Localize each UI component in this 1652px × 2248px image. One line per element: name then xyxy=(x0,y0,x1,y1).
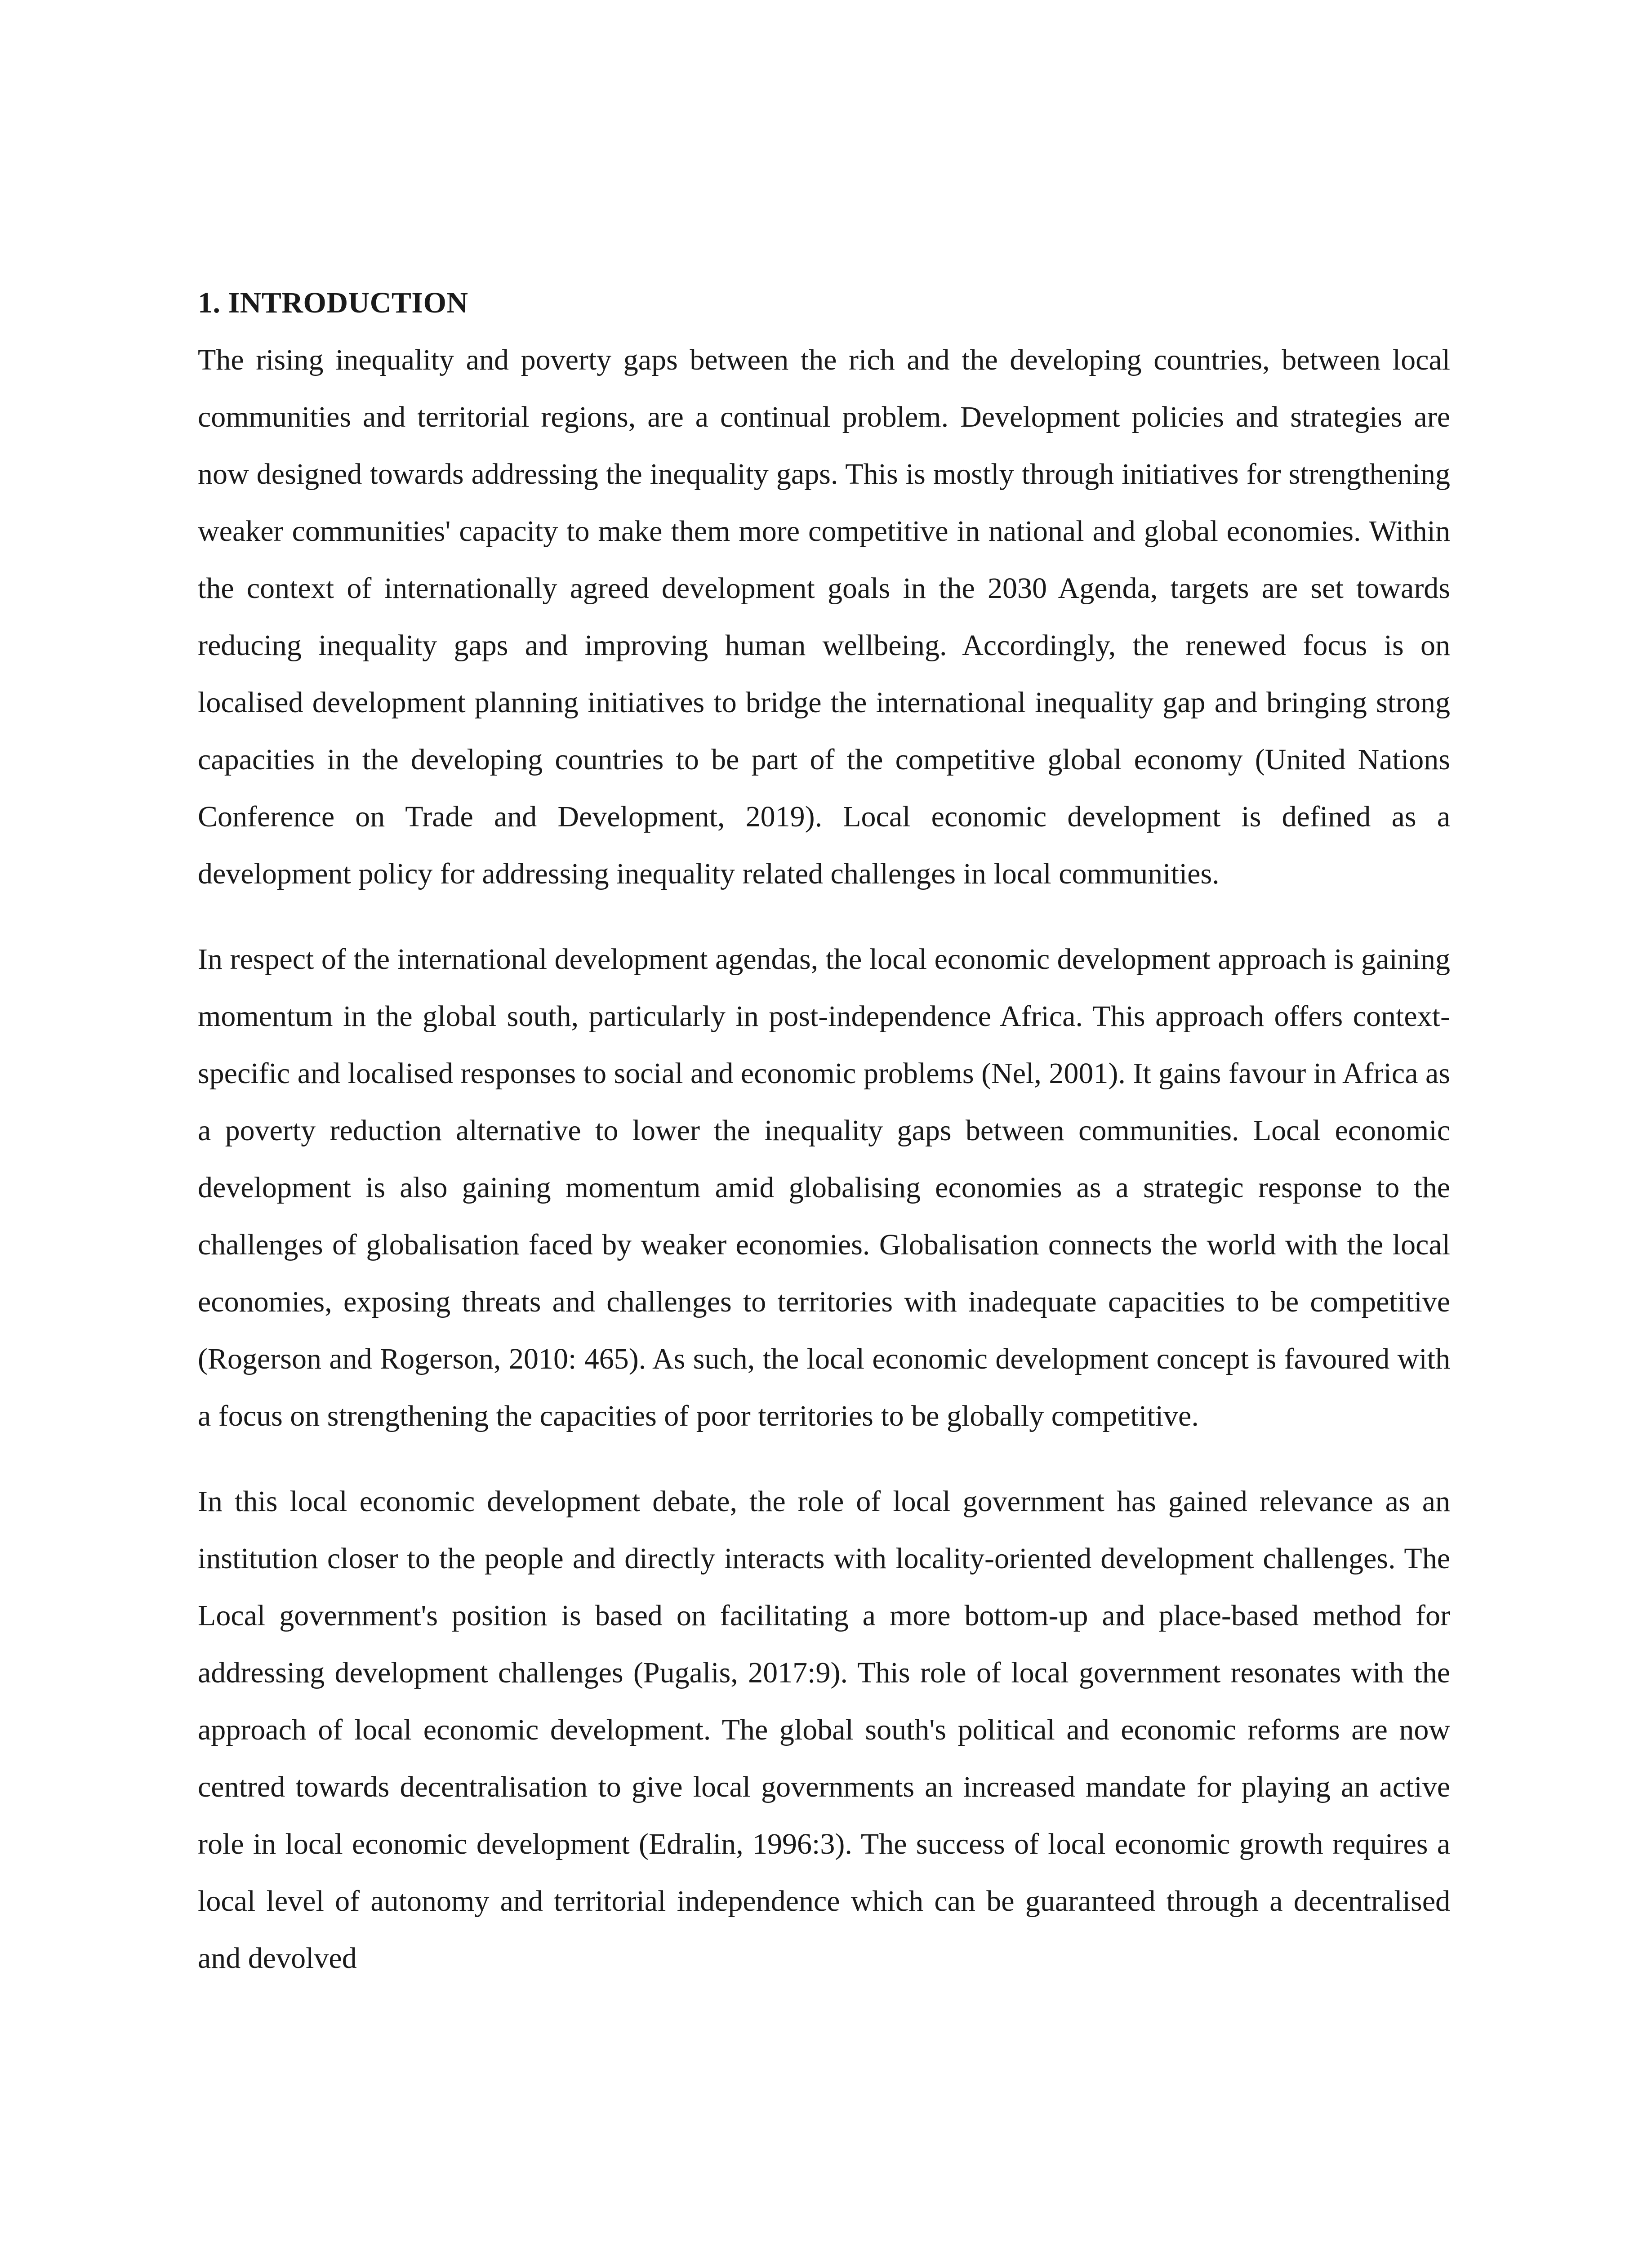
document-body xyxy=(198,274,1450,1987)
section-heading: 1. INTRODUCTION xyxy=(198,286,468,319)
paragraph-local-government: In this local economic development debate, the role of local government has gained relevance as an institution closer to the people and directly interacts with locality-oriented development challenges. The Local government's position is based on facilitating a more bottom-up and place-based method for addressing development challenges (Pugalis, 2017:9). This role of local government resonates with the approach of local economic development. The global south's political and economic reforms are now centred towards decentralisation to give local governments an increased mandate for playing an active role in local economic development (Edralin, 1996:3). The success of local economic growth requires a local level of autonomy and territorial independence which can be guaranteed through a decentralised and devolved xyxy=(198,1485,1450,1975)
paragraph-inequality: The rising inequality and poverty gaps between the rich and the developing countries, between local communities and territorial regions, are a continual problem. Development policies and strategies are now designed towards addressing the inequality gaps. This is mostly through initiatives for strengthening weaker communities' capacity to make them more competitive in national and global economies. Within the context of internationally agreed development goals in the 2030 Agenda, targets are set towards reducing inequality gaps and improving human wellbeing. Accordingly, the renewed focus is on localised development planning initiatives to bridge the international inequality gap and bringing strong capacities in the developing countries to be part of the competitive global economy (United Nations Conference on Trade and Development, 2019). Local economic development is defined as a development policy for addressing inequality related challenges in local communities. xyxy=(198,343,1450,890)
paragraph-international-agendas: In respect of the international development agendas, the local economic development approach is gaining momentum in the global south, particularly in post-independence Africa. This approach offers context-specific and localised responses to social and economic problems (Nel, 2001). It gains favour in Africa as a poverty reduction alternative to lower the inequality gaps between communities. Local economic development is also gaining momentum amid globalising economies as a strategic response to the challenges of globalisation faced by weaker economies. Globalisation connects the world with the local economies, exposing threats and challenges to territories with inadequate capacities to be competitive (Rogerson and Rogerson, 2010: 465). As such, the local economic development concept is favoured with a focus on strengthening the capacities of poor territories to be globally competitive. xyxy=(198,943,1450,1432)
